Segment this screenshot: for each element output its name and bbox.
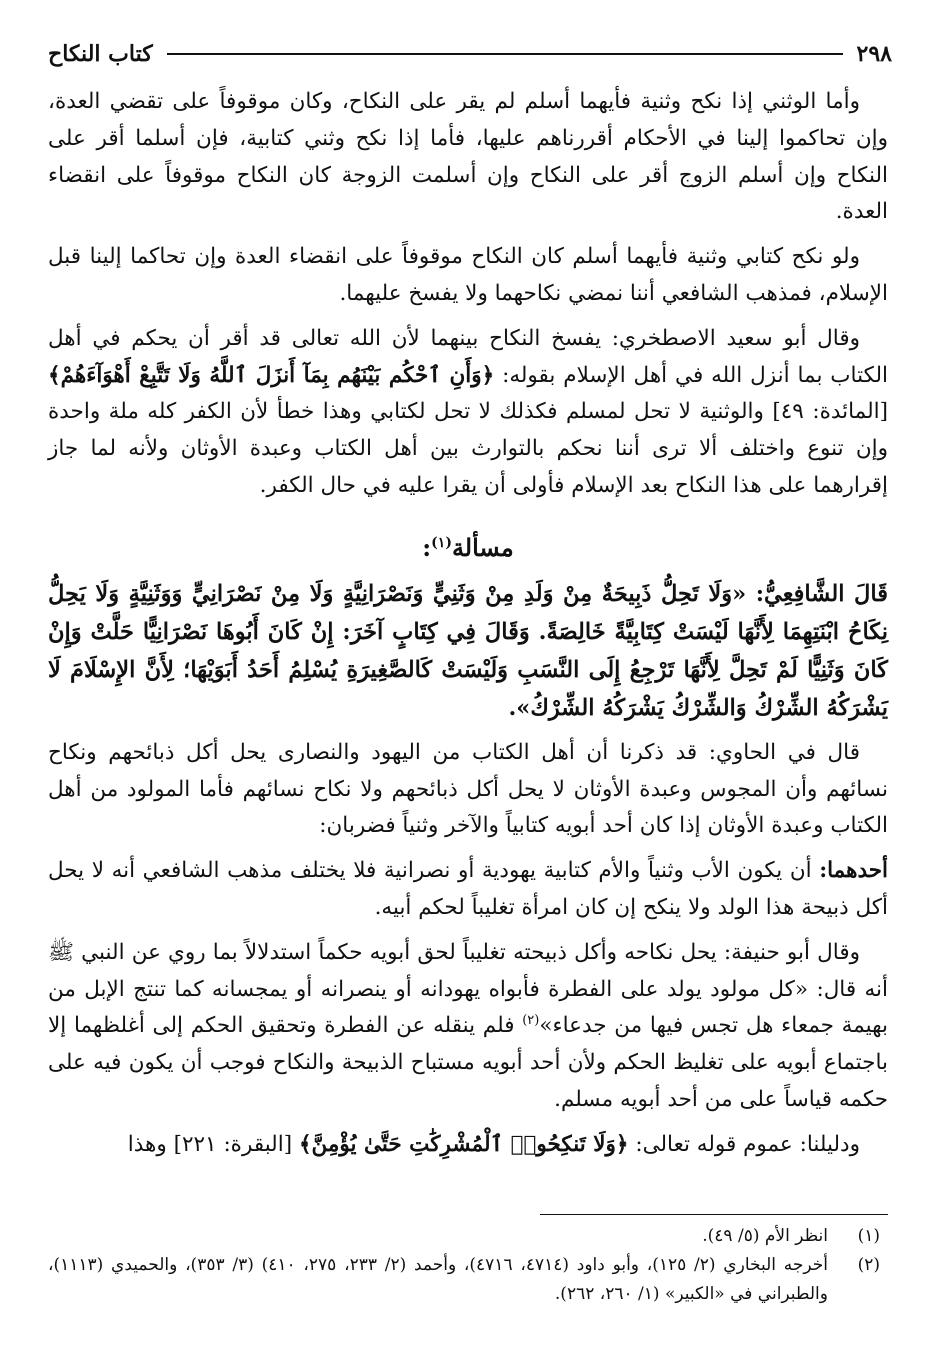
- paragraph-kitabi: ولو نكح كتابي وثنية فأيهما أسلم كان النكاح موقوفاً على انقضاء العدة وإن تحاكما إلينا قبل الإسلام، فمذهب الشافعي أننا نمضي نكاحهما ولا يفسخ عليهما.: [48, 244, 888, 306]
- evidence-text-after: [البقرة: ٢٢١] وهذا: [127, 1131, 299, 1157]
- paragraph-idolater: وأما الوثني إذا نكح وثنية فأيهما أسلم لم يقر على النكاح، وكان موقوفاً على تقضي العدة، وإن تحاكموا إلينا في الأحكام أقررناهم عليها، فأما إذا نكح وثني كتابية، فإن أسلما أقر على النكاح وإن أسلم الزوج أقر على النكاح وإن أسلمت الزوجة كان النكاح موقوفاً على انقضاء العدة.: [48, 89, 888, 225]
- heading-colon: :: [422, 532, 432, 562]
- hanifa-text-before: وقال أبو حنيفة: يحل نكاحه وأكل ذبيحته تغليباً لحق أبويه حكماً استدلالاً بما روي عن النبي ﷺ أنه قال: «كل مولود يولد على الفطرة فأبواه يهودانه أو ينصرانه أو يمجسانه كما تنتج الإبل من بهيمة جمعاء هل تجس فيها من جدعاء»: [48, 939, 888, 1039]
- page-body: [48, 84, 888, 1172]
- paragraph-hawi: قال في الحاوي: قد ذكرنا أن أهل الكتاب من اليهود والنصارى يحل أكل ذبائحهم ونكاح نسائهم وأن المجوس وعبدة الأوثان لا يحل أكل ذبائحهم ولا نكاح نسائهم فأما المولود من أهل الكتاب وعبدة الأوثان إذا كان أحد أبويه كتابياً والآخر وثنياً فضربان:: [48, 739, 888, 839]
- paragraph-first: [48, 853, 888, 927]
- paragraph-abu-hanifa: [48, 935, 888, 1119]
- footnote-number: (١): [857, 1226, 880, 1246]
- footnote-text: أخرجه البخاري (٢/ ١٢٥)، وأبو داود (٤٧١٤، ٤٧١٦)، وأحمد (٢/ ٢٣٣، ٢٧٥، ٤١٠) (٣/ ٣٥٣)، والحميدي (١١١٣)، والطبراني في «الكبير» (١/ ٢٦٠، ٢٦٢).: [48, 1255, 828, 1304]
- footnotes: [48, 1222, 888, 1309]
- footnote-1: [48, 1222, 888, 1251]
- first-lead: أحدهما:: [819, 858, 888, 884]
- paragraph-evidence: [48, 1127, 888, 1164]
- page-number: ٢٩٨: [856, 41, 892, 67]
- first-text: أن يكون الأب وثنياً والأم كتابية يهودية أو نصرانية فلا يختلف مذهب الشافعي أنه لا يحل أكل ذبيحة هذا الولد ولا ينكح إن كان امرأة تغليباً لحكم أبيه.: [48, 858, 888, 920]
- footnote-ref-1[interactable]: (١): [431, 534, 452, 551]
- paragraph-istakhri: [48, 321, 888, 505]
- footnote-text: انظر الأم (٥/ ٤٩).: [702, 1226, 828, 1246]
- istakhri-text-after: [المائدة: ٤٩] والوثنية لا تحل لمسلم فكذلك لا تحل لكتابي وهذا خطأ لأن الكفر كله ملة واحدة وإن تنوع واختلف ألا ترى أننا نحكم بالتوارث بين أهل الكتاب وعبدة الأوثان ولأنه لما جاز إقرارهما على هذا النكاح بعد الإسلام فأولى أن يقرا عليه في حال الكفر.: [48, 399, 889, 498]
- book-title: كتاب النكاح: [48, 41, 153, 67]
- hanifa-text-after: فلم ينقله عن الفطرة وتحقيق الحكم إلى أغلظهما إلا باجتماع أبويه على تغليظ الحكم ولأن أحد أبويه مستباح الذبيحة والنكاح فوجب أن يكون فيه على حكمه قياساً على من أحد أبويه مسلم.: [48, 1013, 888, 1112]
- quran-verse-baqarah: ﴿وَلَا تَنكِحُوا۟ ٱلْمُشْرِكَٰتِ حَتَّىٰ يُؤْمِنَّ﴾: [298, 1131, 629, 1157]
- header-rule: [167, 53, 843, 55]
- footnote-ref-2[interactable]: (٢): [522, 1013, 540, 1029]
- footnote-number: (٢): [857, 1255, 880, 1275]
- footnote-separator: [540, 1214, 888, 1215]
- page-header: [48, 32, 892, 76]
- istakhri-text-before: وقال أبو سعيد الاصطخري: يفسخ النكاح بينهما لأن الله تعالى قد أقر أن يحكم في أهل الكتاب بما أنزل الله في أهل الإسلام بقوله:: [48, 325, 888, 388]
- section-heading: [48, 529, 888, 567]
- heading-text: مسألة: [451, 532, 514, 562]
- shafii-quote: قَالَ الشَّافِعِيُّ: «وَلَا تَحِلُّ ذَبِيحَةٌ مِنْ وَلَدِ مِنْ وَثَنِيٍّ وَنَصْرَانِيَّةٍ وَلَا مِنْ نَصْرَانِيٍّ وَوَثَنِيَّةٍ وَلَا يَحِلُّ نِكَاحُ ابْنَتِهِمَا لِأَنَّهَا لَيْسَتْ كِتَابِيَّةً خَالِصَةً. وَقَالَ فِي كِتَابٍ آخَرَ: إِنْ كَانَ أَبُوهَا نَصْرَانِيًّا حَلَّتْ وَإِنْ كَانَ وَثَنِيًّا لَمْ تَحِلَّ لِأَنَّهَا تَرْجِعُ إِلَى النَّسَبِ وَلَيْسَتْ كَالصَّغِيرَةِ يُسْلِمُ أَحَدُ أَبَوَيْهَا؛ لِأَنَّ الإِسْلَامَ لَا يَشْرَكُهُ الشِّرْكُ وَالشِّرْكُ يَشْرَكُهُ الشِّرْكُ».: [48, 580, 888, 721]
- evidence-text-before: ودليلنا: عموم قوله تعالى:: [628, 1131, 860, 1157]
- quran-verse-maidah: ﴿وَأَنِ ٱحْكُم بَيْنَهُم بِمَآ أَنزَلَ ٱللَّهُ وَلَا تَتَّبِعْ أَهْوَآءَهُمْ﴾: [48, 362, 495, 388]
- footnote-2: [48, 1251, 888, 1309]
